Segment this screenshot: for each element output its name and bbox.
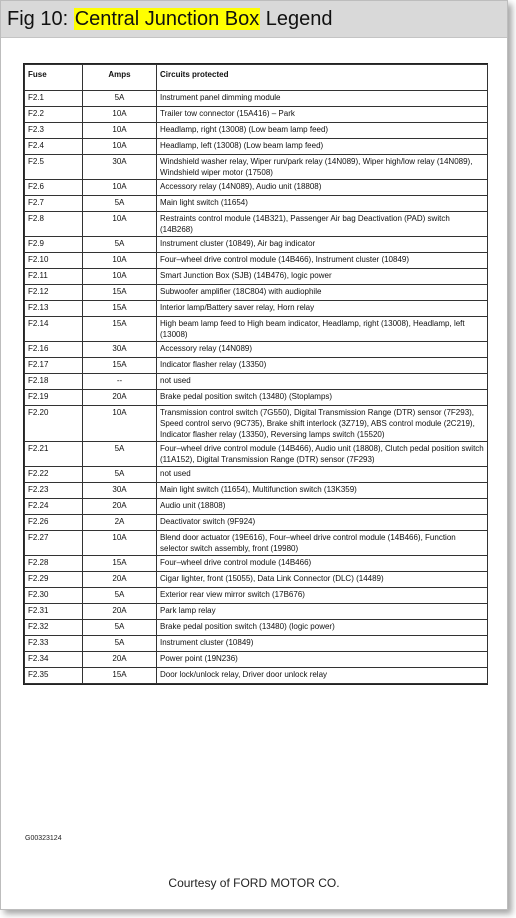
fuse-cell: F2.32: [25, 620, 83, 636]
fuse-cell: F2.27: [25, 531, 83, 556]
circuits-cell: Four–wheel drive control module (14B466), Instrument cluster (10849): [157, 253, 488, 269]
table-row: [25, 301, 488, 317]
fuse-cell: F2.29: [25, 572, 83, 588]
amps-cell: --: [83, 374, 157, 390]
fuse-cell: F2.12: [25, 285, 83, 301]
circuits-cell: Power point (19N236): [157, 652, 488, 668]
amps-cell: 10A: [83, 139, 157, 155]
circuits-cell: Subwoofer amplifier (18C804) with audiophile: [157, 285, 488, 301]
amps-cell: 5A: [83, 91, 157, 107]
table-row: [25, 358, 488, 374]
table-row: [25, 483, 488, 499]
circuits-cell: Door lock/unlock relay, Driver door unlock relay: [157, 668, 488, 684]
amps-cell: 15A: [83, 668, 157, 684]
table-row: [25, 531, 488, 556]
table-row: [25, 636, 488, 652]
table-row: [25, 442, 488, 467]
fuse-cell: F2.34: [25, 652, 83, 668]
circuits-cell: Deactivator switch (9F924): [157, 515, 488, 531]
header-fuse: Fuse: [25, 65, 83, 91]
table-row: [25, 668, 488, 684]
fuse-table: [24, 64, 488, 684]
circuits-cell: Headlamp, left (13008) (Low beam lamp feed): [157, 139, 488, 155]
circuits-cell: not used: [157, 374, 488, 390]
table-row: [25, 123, 488, 139]
amps-cell: 15A: [83, 358, 157, 374]
amps-cell: 20A: [83, 652, 157, 668]
table-row: [25, 604, 488, 620]
table-row: [25, 139, 488, 155]
table-row: [25, 406, 488, 442]
table-row: [25, 499, 488, 515]
fuse-cell: F2.19: [25, 390, 83, 406]
amps-cell: 20A: [83, 390, 157, 406]
amps-cell: 20A: [83, 604, 157, 620]
circuits-cell: Main light switch (11654): [157, 196, 488, 212]
amps-cell: 30A: [83, 483, 157, 499]
circuits-cell: Restraints control module (14B321), Passenger Air bag Deactivation (PAD) switch (14B268): [157, 212, 488, 237]
amps-cell: 30A: [83, 155, 157, 180]
table-row: [25, 107, 488, 123]
circuits-cell: Smart Junction Box (SJB) (14B476), logic power: [157, 269, 488, 285]
fuse-cell: F2.7: [25, 196, 83, 212]
table-row: [25, 180, 488, 196]
fuse-cell: F2.35: [25, 668, 83, 684]
circuits-cell: Trailer tow connector (15A416) – Park: [157, 107, 488, 123]
credit-line: Courtesy of FORD MOTOR CO.: [168, 876, 340, 890]
circuits-cell: Interior lamp/Battery saver relay, Horn relay: [157, 301, 488, 317]
amps-cell: 15A: [83, 556, 157, 572]
amps-cell: 5A: [83, 196, 157, 212]
fuse-cell: F2.2: [25, 107, 83, 123]
amps-cell: 10A: [83, 180, 157, 196]
circuits-cell: Instrument panel dimming module: [157, 91, 488, 107]
title-highlight: Central Junction Box: [74, 8, 260, 30]
circuits-cell: Accessory relay (14N089), Audio unit (18808): [157, 180, 488, 196]
table-row: [25, 196, 488, 212]
amps-cell: 10A: [83, 123, 157, 139]
table-row: [25, 253, 488, 269]
amps-cell: 10A: [83, 531, 157, 556]
table-row: [25, 515, 488, 531]
header-circuits: Circuits protected: [157, 65, 488, 91]
table-row: [25, 572, 488, 588]
fuse-cell: F2.3: [25, 123, 83, 139]
fuse-cell: F2.18: [25, 374, 83, 390]
fuse-cell: F2.31: [25, 604, 83, 620]
amps-cell: 10A: [83, 406, 157, 442]
table-row: [25, 390, 488, 406]
fuse-cell: F2.21: [25, 442, 83, 467]
fuse-cell: F2.22: [25, 467, 83, 483]
fuse-cell: F2.8: [25, 212, 83, 237]
amps-cell: 10A: [83, 269, 157, 285]
amps-cell: 15A: [83, 317, 157, 342]
fuse-cell: F2.33: [25, 636, 83, 652]
amps-cell: 20A: [83, 499, 157, 515]
fuse-cell: F2.10: [25, 253, 83, 269]
fuse-cell: F2.14: [25, 317, 83, 342]
table-row: [25, 269, 488, 285]
circuits-cell: Four–wheel drive control module (14B466): [157, 556, 488, 572]
table-row: [25, 317, 488, 342]
amps-cell: 10A: [83, 253, 157, 269]
circuits-cell: Cigar lighter, front (15055), Data Link Connector (DLC) (14489): [157, 572, 488, 588]
fuse-cell: F2.23: [25, 483, 83, 499]
fuse-cell: F2.9: [25, 237, 83, 253]
circuits-cell: Park lamp relay: [157, 604, 488, 620]
circuits-cell: Headlamp, right (13008) (Low beam lamp feed): [157, 123, 488, 139]
fuse-cell: F2.4: [25, 139, 83, 155]
fuse-cell: F2.28: [25, 556, 83, 572]
circuits-cell: Main light switch (11654), Multifunction switch (13K359): [157, 483, 488, 499]
circuits-cell: Indicator flasher relay (13350): [157, 358, 488, 374]
fuse-cell: F2.17: [25, 358, 83, 374]
amps-cell: 5A: [83, 588, 157, 604]
amps-cell: 5A: [83, 237, 157, 253]
circuits-cell: Accessory relay (14N089): [157, 342, 488, 358]
header-amps: Amps: [83, 65, 157, 91]
title-suffix: Legend: [260, 8, 333, 30]
fuse-cell: F2.11: [25, 269, 83, 285]
circuits-cell: High beam lamp feed to High beam indicator, Headlamp, right (13008), Headlamp, left (13008): [157, 317, 488, 342]
circuits-cell: Audio unit (18808): [157, 499, 488, 515]
table-row: [25, 237, 488, 253]
fuse-cell: F2.1: [25, 91, 83, 107]
table-row: [25, 285, 488, 301]
circuits-cell: Four–wheel drive control module (14B466), Audio unit (18808), Clutch pedal position switch (11A152), Digital Transmission Range (DTR) sensor (7F293): [157, 442, 488, 467]
table-row: [25, 556, 488, 572]
table-row: [25, 91, 488, 107]
amps-cell: 5A: [83, 620, 157, 636]
table-row: [25, 467, 488, 483]
circuits-cell: Instrument cluster (10849), Air bag indicator: [157, 237, 488, 253]
amps-cell: 10A: [83, 107, 157, 123]
amps-cell: 30A: [83, 342, 157, 358]
fuse-table-container: [23, 63, 488, 685]
table-row: [25, 652, 488, 668]
fuse-cell: F2.20: [25, 406, 83, 442]
circuits-cell: Instrument cluster (10849): [157, 636, 488, 652]
table-row: [25, 588, 488, 604]
table-row: [25, 374, 488, 390]
table-row: [25, 342, 488, 358]
amps-cell: 5A: [83, 467, 157, 483]
title-bar: [1, 1, 507, 38]
fuse-cell: F2.16: [25, 342, 83, 358]
fuse-cell: F2.6: [25, 180, 83, 196]
circuits-cell: Brake pedal position switch (13480) (Stoplamps): [157, 390, 488, 406]
amps-cell: 15A: [83, 285, 157, 301]
circuits-cell: Windshield washer relay, Wiper run/park relay (14N089), Wiper high/low relay (14N089), Windshield wiper motor (17508): [157, 155, 488, 180]
circuits-cell: Blend door actuator (19E616), Four–wheel drive control module (14B466), Function selector switch assembly, front (19980): [157, 531, 488, 556]
amps-cell: 2A: [83, 515, 157, 531]
circuits-cell: Exterior rear view mirror switch (17B676): [157, 588, 488, 604]
fuse-cell: F2.5: [25, 155, 83, 180]
fuse-cell: F2.30: [25, 588, 83, 604]
figure-title: [7, 8, 333, 30]
amps-cell: 15A: [83, 301, 157, 317]
amps-cell: 10A: [83, 212, 157, 237]
circuits-cell: not used: [157, 467, 488, 483]
amps-cell: 5A: [83, 442, 157, 467]
figure-code: G00323124: [25, 835, 62, 842]
table-row: [25, 212, 488, 237]
amps-cell: 5A: [83, 636, 157, 652]
circuits-cell: Brake pedal position switch (13480) (logic power): [157, 620, 488, 636]
title-prefix: Fig 10:: [7, 8, 74, 30]
table-header-row: [25, 65, 488, 91]
circuits-cell: Transmission control switch (7G550), Digital Transmission Range (DTR) sensor (7F293), Speed control servo (9C735), Brake shift interlock (3Z719), ABS control module (2C219), Indicator flasher relay (13350), Reversing lamps switch (15520): [157, 406, 488, 442]
table-row: [25, 620, 488, 636]
fuse-cell: F2.24: [25, 499, 83, 515]
amps-cell: 20A: [83, 572, 157, 588]
table-row: [25, 155, 488, 180]
fuse-cell: F2.13: [25, 301, 83, 317]
fuse-cell: F2.26: [25, 515, 83, 531]
